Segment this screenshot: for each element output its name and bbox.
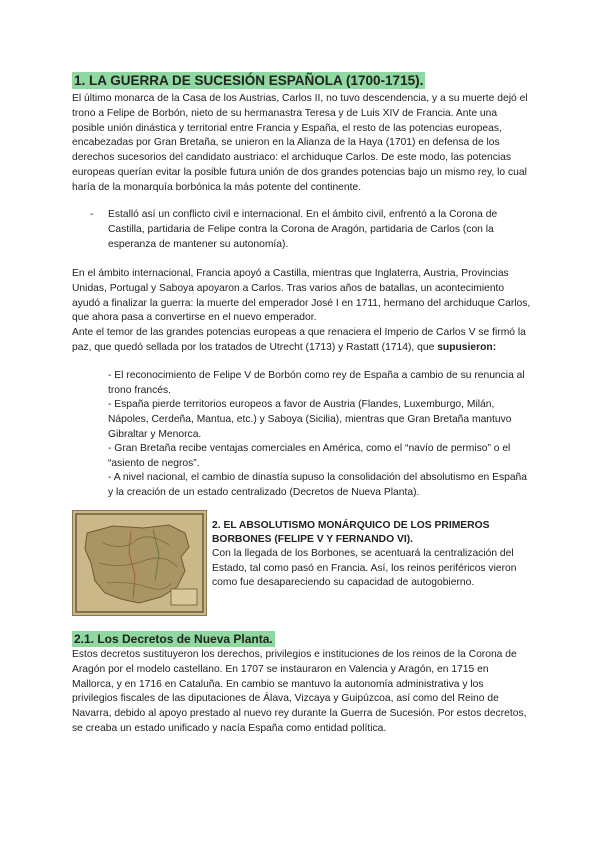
section-1-paragraph-3 (72, 326, 532, 356)
section-1-paragraph-2: En el ámbito internacional, Francia apoyó a Castilla, mientras que Inglaterra, Austria, Provincias Unidas, Portugal y Saboya apoyaron a Carlos. Tras varios años de batallas, un acontecimiento ayudó a finalizar la guerra: la muerte del emperador José I en 1711, hermano del archiduque Carlos, que ahora pasa a convertirse en el nuevo emperador. (72, 268, 531, 324)
bullet-conflict: Estalló así un conflicto civil e internacional. En el ámbito civil, enfrentó a la Corona de Castilla, partidaria de Felipe contra la Corona de Aragón, partidaria de Carlos (con la esperanza de mantener su autonomía). (108, 209, 498, 250)
section-2-paragraph: Con la llegada de los Borbones, se acentuará la centralización del Estado, tal como pasó en Francia. Así, los reinos periféricos vieron como fue desapareciendo su capacidad de autogobierno. (212, 548, 517, 589)
section-2-1-heading: 2.1. Los Decretos de Nueva Planta. (74, 632, 273, 646)
paragraph-3-text: Ante el temor de las grandes potencias europeas a que renaciera el Imperio de Carlos V se firmó la paz, que quedó sellada por los tratados de Utrecht (1713) y Rastatt (1714), que (72, 327, 526, 353)
list-item: - El reconocimiento de Felipe V de Borbón como rey de España a cambio de su renuncia al trono francés. (108, 370, 525, 396)
list-item: - A nivel nacional, el cambio de dinastía supuso la consolidación del absolutismo en España y la creación de un estado centralizado (Decretos de Nueva Planta). (108, 472, 528, 498)
list-item: - Gran Bretaña recibe ventajas comerciales en América, como el “navío de permiso” o el “asiento de negros”. (108, 443, 511, 469)
section-2-1-paragraph: Estos decretos sustituyeron los derechos, privilegios e instituciones de los reinos de la Corona de Aragón por el modelo castellano. En 1707 se instauraron en Valencia y Aragón, en 1715 en Mallorca, y en 1716 en Cataluña. En cambio se mantuvo la autonomía administrativa y los privilegios fiscales de las diputaciones de Álava, Vizcaya y Guipúzcoa, así como del Reino de Navarra, debido al apoyo prestado al nuevo rey durante la Guerra de Sucesión. Por estos decretos, se creaba un estado unificado y nacía España como entidad política. (72, 649, 527, 734)
section-1-heading: 1. LA GUERRA DE SUCESIÓN ESPAÑOLA (1700-1715). (74, 73, 424, 88)
section-1-paragraph-1: El último monarca de la Casa de los Austrias, Carlos II, no tuvo descendencia, y a su muerte dejó el trono a Felipe de Borbón, nieto de su hermanastra Teresa y de Luis XIV de Francia. Ante una posible unión dinástica y territorial entre Francia y España, el resto de las potencias europeas, encabezadas por Gran Bretaña, se unieron en la Alianza de la Haya (1701) en defensa de los derechos sucesorios del candidato austriaco: el archiduque Carlos. De este modo, las potencias europeas querían evitar la posible futura unión de dos grandes potencias bajo un mismo rey, lo cual haría de la monarquía borbónica la más potente del continente. (72, 93, 528, 193)
section-2-heading: 2. EL ABSOLUTISMO MONÁRQUICO DE LOS PRIMEROS BORBONES (FELIPE V Y FERNANDO VI). (212, 520, 490, 545)
list-item: - España pierde territorios europeos a favor de Austria (Flandes, Luxemburgo, Milán, Nápoles, Cerdeña, Mantua, etc.) y Saboya (Sicilia), mientras que Gran Bretaña mantuvo Gibraltar y Menorca. (108, 399, 512, 440)
historical-map-image (72, 510, 207, 616)
supusieron-bold: supusieron: (437, 341, 497, 353)
bullet-dash: - (90, 209, 94, 220)
